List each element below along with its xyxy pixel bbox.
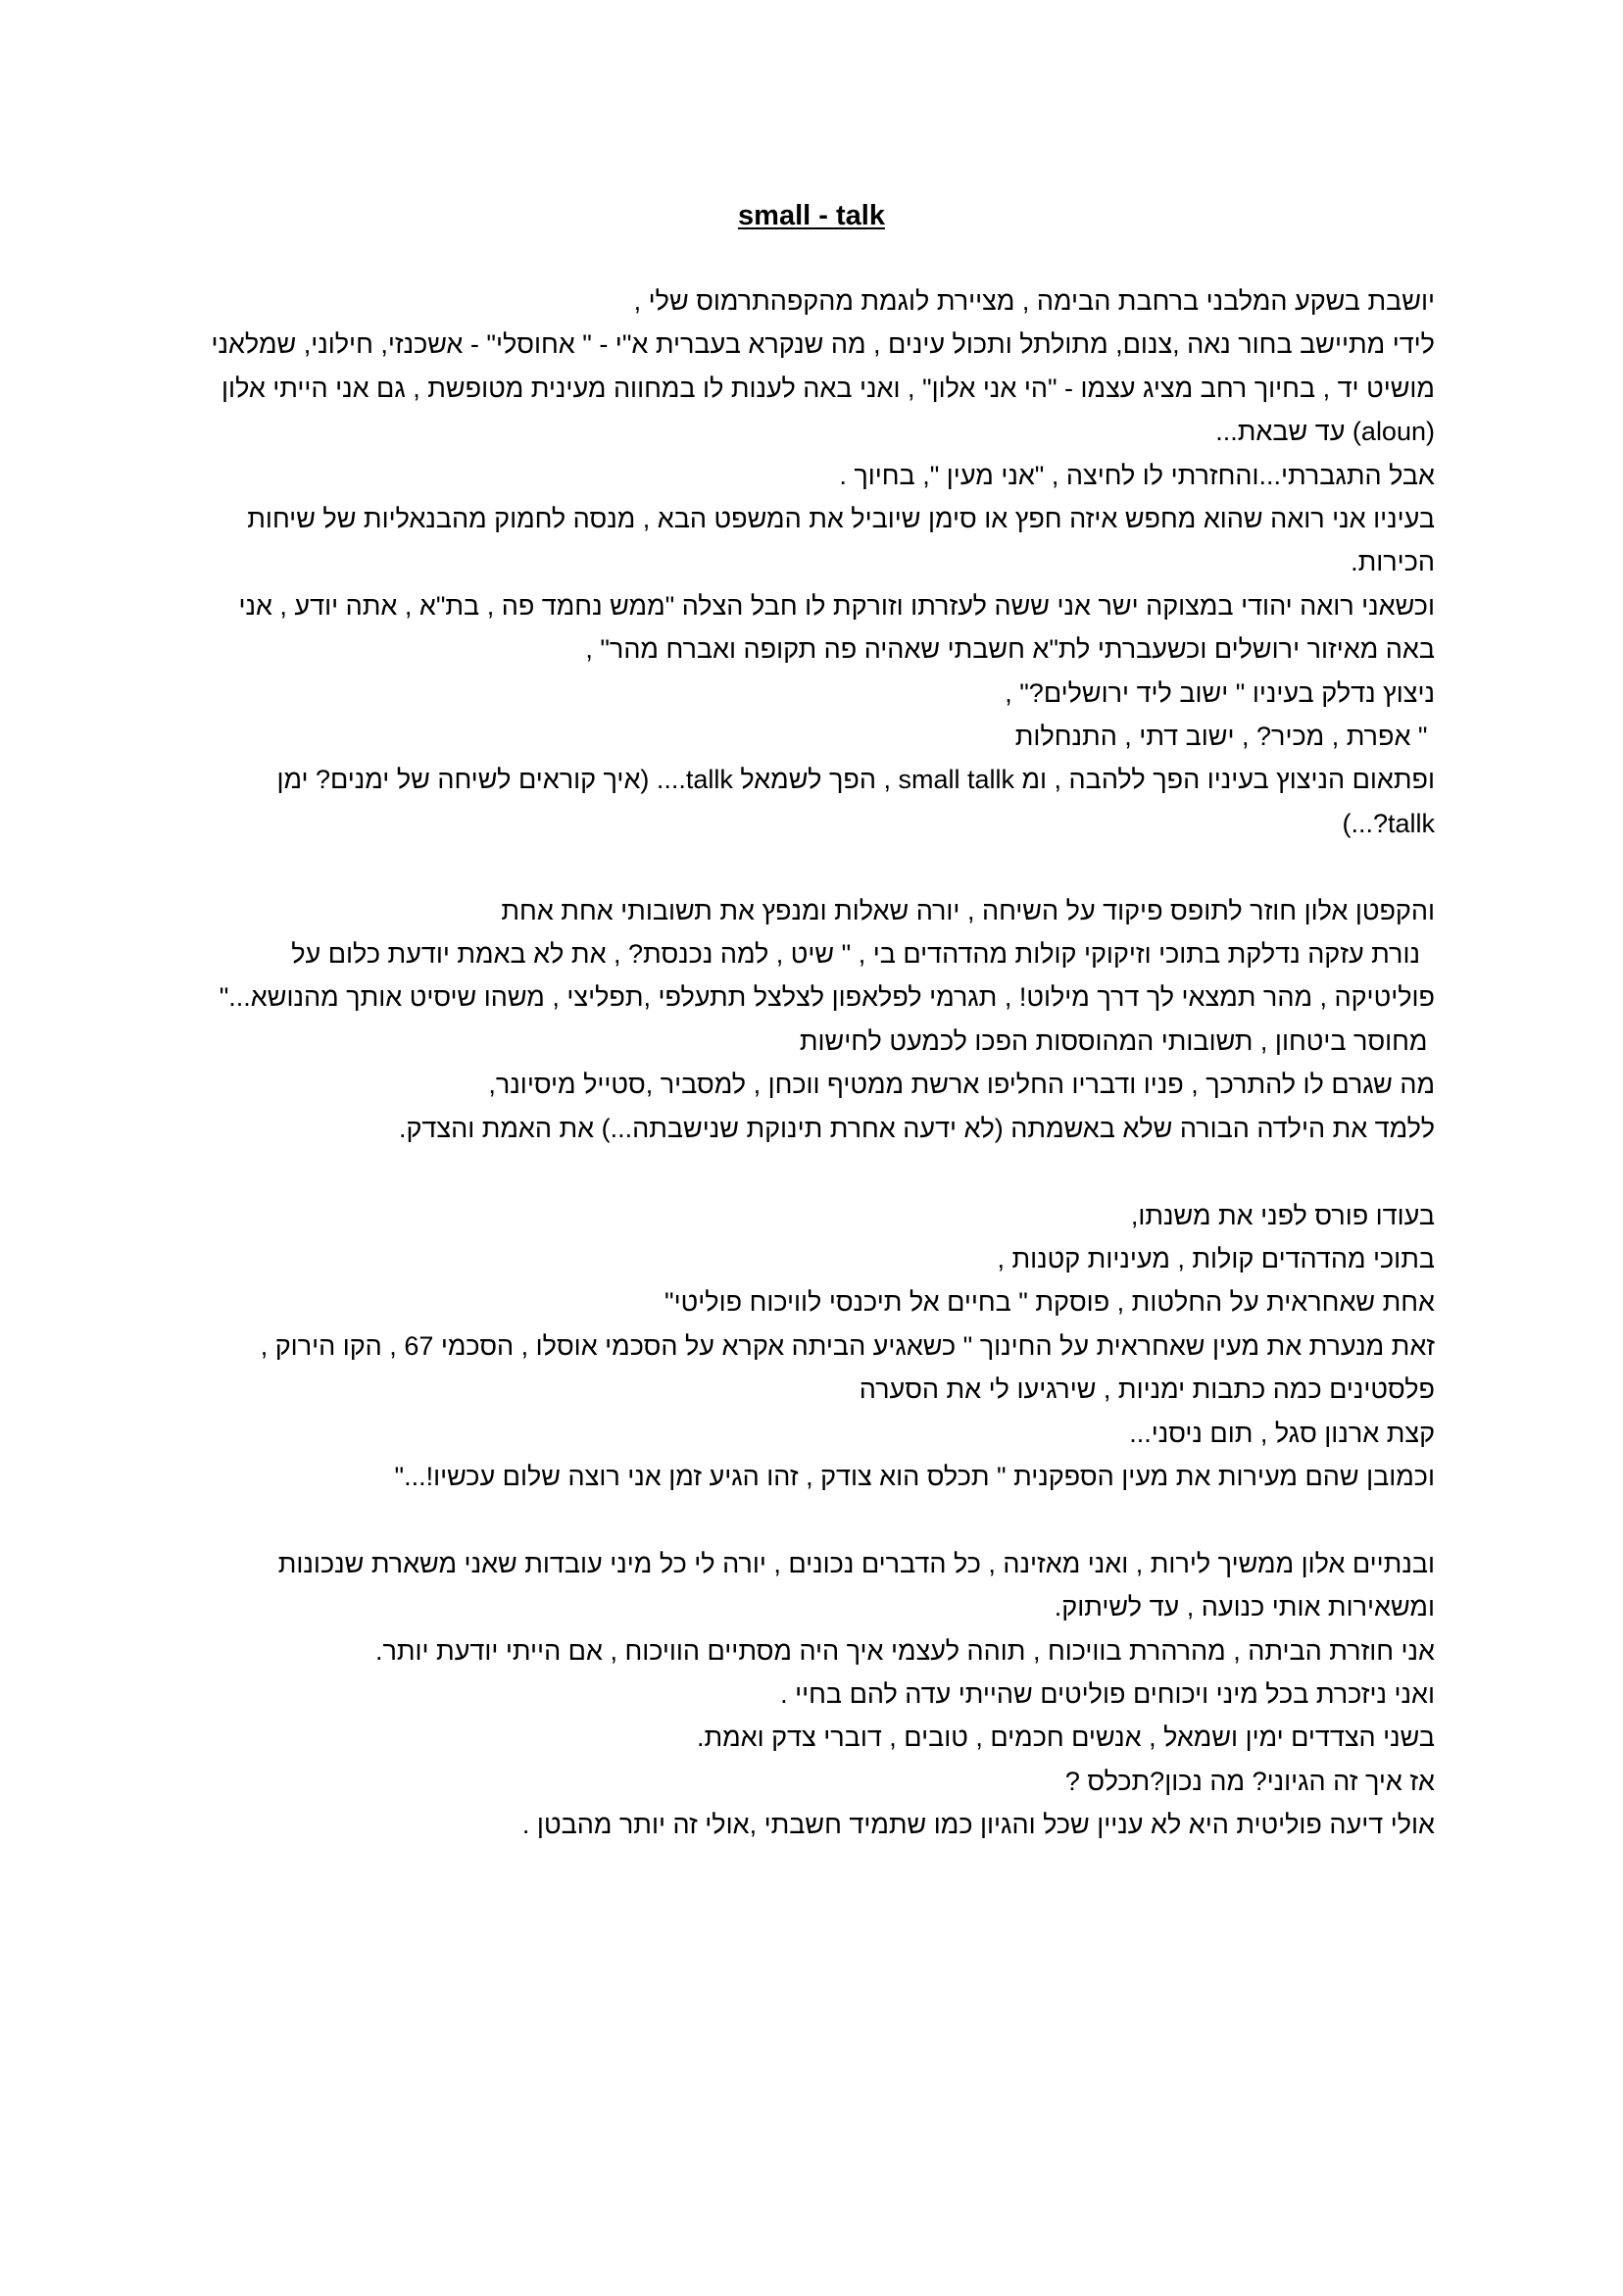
text-line: ואני ניזכרת בכל מיני ויכוחים פוליטים שהייתי עדה להם בחיי . xyxy=(780,1678,1435,1709)
text-line: קצת ארנון סגל , תום ניסני... xyxy=(1129,1418,1435,1448)
text-line: בשני הצדדים ימין ושמאל , אנשים חכמים , טובים , דוברי צדק ואמת. xyxy=(696,1722,1435,1753)
document-body xyxy=(192,279,1435,1847)
text-line: מה שגרם לו להתרכך , פניו ודבריו החליפו ארשת ממטיף ווכחן , למסביר ,סטייל מיסיונר, xyxy=(488,1070,1435,1100)
text-line: וכמובן שהם מעירות את מעין הספקנית " תכלס הוא צודק , זהו הגיע זמן אני רוצה שלום עכשיו!..." xyxy=(394,1461,1435,1491)
text-line: ניצוץ נדלק בעיניו " ישוב ליד ירושלים?" , xyxy=(1005,677,1435,708)
text-line: נורת עזקה נדלקת בתוכי וזיקוקי קולות מהדהדים בי , " שיט , למה נכנסת? , את לא באמת יודעת כלום על פוליטיקה , מהר תמצאי לך דרך מילוט! , תגרמי לפלאפון לצלצל תתעלפי ,תפליצי , משהו שיסיט אותך מהנושא..." xyxy=(219,939,1435,1013)
text-line: אולי דיעה פוליטית היא לא עניין שכל והגיון כמו שתמיד חשבתי ,אולי זה יותר מהבטן . xyxy=(521,1810,1435,1840)
text-line: בעיניו אני רואה שהוא מחפש איזה חפץ או סימן שיוביל את המשפט הבא , מנסה לחמוק מהבנאליות של שיחות הכירות. xyxy=(239,504,1435,577)
text-line: בעודו פורס לפני את משנתו, xyxy=(1130,1200,1435,1230)
text-line: אבל התגברתי...והחזרתי לו לחיצה , "אני מעין ", בחיוך . xyxy=(839,460,1435,490)
text-line: ללמד את הילדה הבורה שלא באשמתה (לא ידעה אחרת תינוקת שנישבתה...) את האמת והצדק. xyxy=(399,1113,1435,1143)
text-line: בתוכי מהדהדים קולות , מעיניות קטנות , xyxy=(997,1243,1435,1273)
paragraph-4 xyxy=(192,1542,1435,1847)
paragraph-3 xyxy=(192,1194,1435,1499)
paragraph-2 xyxy=(192,889,1435,1150)
text-line: לידי מתיישב בחור נאה ,צנום, מתולתל ותכול עינים , מה שנקרא בעברית א"י - " אחוסלי" - אשכנזי, חילוני, שמלאני xyxy=(211,329,1435,360)
document-title: small - talk xyxy=(738,200,885,231)
text-line: ופתאום הניצוץ בעיניו הפך ללהבה , ומ small tallk , הפך לשמאל tallk.... (איך קוראים לשיחה של ימנים? ימן tallk?...) xyxy=(269,765,1435,838)
text-line: והקפטן אלון חוזר לתופס פיקוד על השיחה , יורה שאלות ומנפץ את תשובותי אחת אחת xyxy=(501,895,1435,925)
text-line: אני חוזרת הביתה , מהרהרת בוויכוח , תוהה לעצמי איך היה מסתיים הוויכוח , אם הייתי יודעת יותר. xyxy=(374,1635,1435,1666)
text-line: אחת שאחראית על החלטות , פוסקת " בחיים אל תיכנסי לוויכוח פוליטי" xyxy=(664,1287,1435,1318)
text-line: וכשאני רואה יהודי במצוקה ישר אני ששה לעזרתו וזורקת לו חבל הצלה "ממש נחמד פה , בת"א , אתה יודע , אני באה מאיזור ירושלים וכשעברתי לת"א חשבתי שאהיה פה תקופה ואברח מהר" , xyxy=(230,590,1435,665)
text-line: אז איך זה הגיוני? מה נכון?תכלס ? xyxy=(1064,1766,1435,1796)
text-line: זאת מנערת את מעין שאחראית על החינוך " כשאגיע הביתה אקרא על הסכמי אוסלו , הסכמי 67 , הקו הירוק , פלסטינים כמה כתבות ימניות , שירגיעו לי את הסערה xyxy=(253,1330,1435,1405)
paragraph-1 xyxy=(192,279,1435,845)
text-line: מחוסר ביטחון , תשובותי המהוססות הפכו לכמעט לחישות xyxy=(799,1025,1435,1056)
text-line: ובנתיים אלון ממשיך לירות , ואני מאזינה , כל הדברים נכונים , יורה לי כל מיני עובדות שאני משארת שנכונות ומשאירות אותי כנועה , עד לשיתוק. xyxy=(270,1548,1435,1622)
text-line: " אפרת , מכיר? , ישוב דתי , התנחלות xyxy=(1014,722,1435,752)
text-line: יושבת בשקע המלבני ברחבת הבימה , מציירת לוגמת מהקפהתרמוס שלי , xyxy=(633,286,1435,316)
text-line: מושיט יד , בחיוך רחב מציג עצמו - "הי אני אלון" , ואני באה לענות לו במחווה מעינית מטופשת , גם אני הייתי אלון (aloun) עד שבאת... xyxy=(214,373,1435,447)
